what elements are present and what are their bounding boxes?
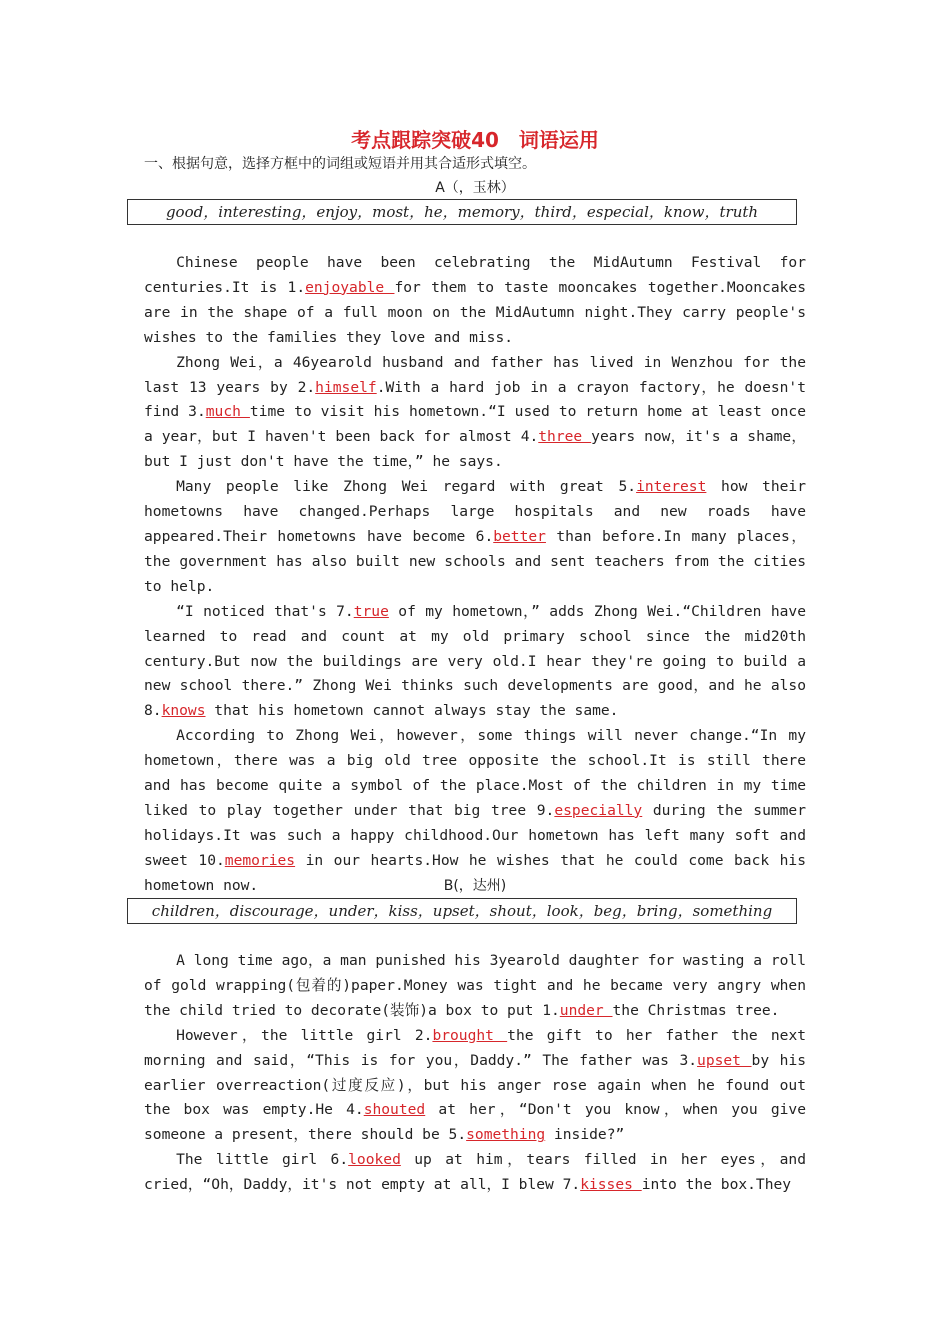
text: Chinese people have been celebrating the MidAutumn Festival for centuries.It is 1. [144,254,806,296]
section-a-word-box: good，interesting，enjoy，most，he，memory，third，especial，know，truth [127,199,797,225]
answer-4: shouted [363,1101,426,1119]
page-title: 考点跟踪突破40 词语运用 [351,128,599,152]
answer-2: brought [432,1026,508,1044]
text: of my hometown，” adds Zhong Wei.“Children have learned to read and count at my old primary school since the mid20th century.But now the buildings are very old.I hear they're going to build a new school there.” Zhong Wei thinks such developments are good，and he also 8. [144,602,806,720]
answer-1: under [559,1001,613,1019]
answer-7: kisses [580,1176,642,1194]
answer-6: better [493,527,546,545]
text: that his hometown cannot always stay the same. [205,702,619,720]
section-b-passage [144,949,806,1198]
text: The little girl 6. [176,1151,349,1169]
text: Zhong Wei，a 46yearold husband and father has lived in Wenzhou for the last 13 years by 2. [144,353,806,396]
text: “I noticed that's 7. [176,602,354,620]
answer-9: especially [554,801,643,819]
text: by his earlier overreaction(过度反应)，but his anger rose again when he found out the box was empty.He 4. [144,1051,807,1119]
section-a-passage [144,251,806,899]
section-b-word-box: children，discourage，under，kiss，upset，shout，look，beg，bring，something [127,898,797,924]
paragraph [144,600,806,725]
paragraph [144,351,806,476]
answer-3: much [205,403,250,421]
text: how their hometowns have changed.Perhaps large hospitals and new roads have appeared.Their hometowns have become 6. [144,478,806,545]
answer-1: enjoyable [305,278,395,296]
text: up at him，tears filled in her eyes，and cried，“Oh，Daddy，it's not empty at all，I blew 7. [144,1151,806,1194]
answer-4: three [538,428,592,446]
section-a-label: A（，玉林） [435,180,515,196]
text: A long time ago，a man punished his 3yearold daughter for wasting a roll of gold wrapping(包着的)paper.Money was tight and he became very angry when the child tried to decorate(装饰)a box to put 1. [144,952,806,1019]
text: for them to taste mooncakes together.Mooncakes are in the shape of a full moon on the MidAutumn night.They carry people's wishes to the families they love and miss. [144,278,806,346]
answer-3: upset [697,1051,752,1069]
text: in our hearts.How he wishes that he could come back his hometown now. [144,851,806,894]
text: than before.In many places，the government has also built new schools and sent teachers from the cities to help. [144,527,806,595]
answer-10: memories [224,851,296,869]
text: Many people like Zhong Wei regard with great 5. [176,478,637,496]
section-b-label: B(，达州) [443,878,507,894]
text: the gift to her father the next morning and said，“This is for you，Daddy.” The father was 3. [144,1026,807,1069]
instruction: 一、根据句意，选择方框中的词组或短语并用其合适形式填空。 [144,156,536,172]
text: into the box.They [641,1176,792,1194]
text: time to visit his hometown.“I used to return home at least once a year，but I haven't been back for almost 4. [144,403,807,446]
answer-7: true [353,602,389,620]
answer-5: something [466,1126,546,1144]
text: According to Zhong Wei，however，some things will never change.“In my hometown，there was a big old tree opposite the school.It is still there and has become quite a symbol of the place.Most of the children in my time liked to play together under that big tree 9. [144,727,806,819]
text: However，the little girl 2. [176,1026,433,1044]
paragraph [144,724,806,898]
paragraph [144,475,806,600]
paragraph [144,949,806,1024]
paragraph [144,1024,806,1149]
text: the Christmas tree. [612,1001,780,1019]
text: at her，“Don't you know，when you give someone a present，there should be 5. [144,1101,806,1144]
answer-6: looked [348,1151,401,1169]
text: years now，it's a shame，but I just don't have the time，” he says. [144,428,806,471]
text: during the summer holidays.It was such a happy childhood.Our hometown has left many soft and sweet 10. [144,801,806,869]
paragraph [144,1148,806,1198]
answer-5: interest [636,478,707,496]
paragraph [144,251,806,351]
text: .With a hard job in a crayon factory，he doesn't find 3. [144,378,807,421]
answer-8: knows [161,702,206,720]
answer-2: himself [315,378,377,396]
text: inside?” [545,1126,625,1144]
